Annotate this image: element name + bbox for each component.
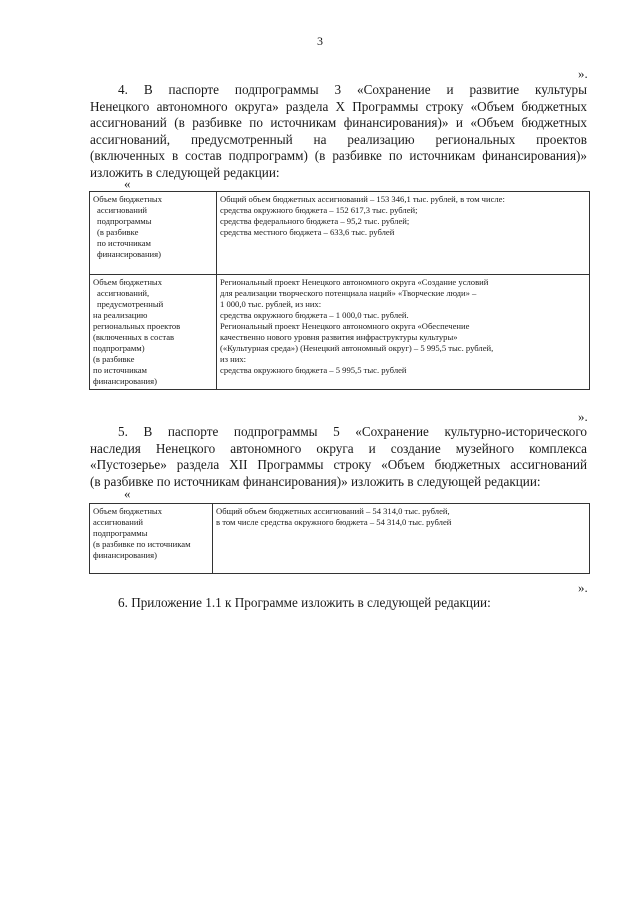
row-value-cell — [217, 275, 590, 390]
value-line: качественно нового уровня развития инфраструктуры культуры» — [220, 332, 458, 342]
label-line: предусмотренный — [97, 299, 164, 309]
value-line: средства окружного бюджета – 152 617,3 тыс. рублей; — [220, 205, 418, 215]
label-line: Объем бюджетных — [93, 277, 163, 287]
row-label-cell — [90, 504, 213, 574]
label-line: региональных проектов — [93, 321, 181, 331]
value-line: 1 000,0 тыс. рублей, из них: — [220, 299, 322, 309]
item-4-line: изложить в следующей редакции: — [90, 164, 280, 180]
opening-quote-2: « — [124, 486, 131, 501]
closing-quote-table-2: ». — [578, 580, 588, 595]
label-line: Объем бюджетных — [93, 506, 163, 516]
value-line: («Культурная среда») (Ненецкий автономный округ) – 5 995,5 тыс. рублей, — [220, 343, 494, 353]
label-line: финансирования) — [97, 249, 161, 259]
label-line: на реализацию — [93, 310, 148, 320]
value-line: из них: — [220, 354, 247, 364]
label-line: (включенных в состав — [93, 332, 175, 342]
item-4-line: 4. В паспорте подпрограммы 3 «Сохранение и развитие культуры — [118, 82, 587, 97]
label-line: финансирования) — [93, 550, 157, 560]
item-5-line: наследия Ненецкого автономного округа и создание музейного комплекса — [90, 440, 587, 456]
label-line: Объем бюджетных — [93, 194, 163, 204]
item-4-line: ассигнований, предусмотренный на реализацию региональных проектов — [90, 131, 587, 147]
item-5-line: «Пустозерье» раздела XII Программы строку «Объем бюджетных ассигнований — [90, 457, 587, 472]
row-value-cell — [217, 192, 590, 275]
item-4-line: Ненецкого автономного округа» раздела X Программы строку «Объем бюджетных — [90, 98, 587, 114]
value-line: средства окружного бюджета – 5 995,5 тыс. рублей — [220, 365, 407, 375]
budget-table-subprogram-3 — [89, 191, 590, 390]
value-line: Региональный проект Ненецкого автономного округа «Обеспечение — [220, 321, 470, 331]
item-6-paragraph: 6. Приложение 1.1 к Программе изложить в следующей редакции: — [118, 595, 491, 610]
item-4-paragraph — [90, 82, 587, 181]
value-line: Региональный проект Ненецкого автономного округа «Создание условий — [220, 277, 489, 287]
label-line: (в разбивке — [93, 354, 135, 364]
value-line: в том числе средства окружного бюджета – 54 314,0 тыс. рублей — [216, 517, 452, 527]
value-line: для реализации творческого потенциала наций» «Творческие люди» – — [220, 288, 477, 298]
table-row — [90, 275, 590, 390]
value-line: средства окружного бюджета – 1 000,0 тыс. рублей. — [220, 310, 409, 320]
table-row — [90, 504, 590, 574]
label-line: подпрограммы — [97, 216, 152, 226]
label-line: ассигнований, — [97, 288, 150, 298]
label-line: финансирования) — [93, 376, 157, 386]
row-label-cell — [90, 192, 217, 275]
row-label-cell — [90, 275, 217, 390]
label-line: ассигнований — [97, 205, 148, 215]
label-line: подпрограммы — [93, 528, 148, 538]
item-4-line: ассигнований (в разбивке по источникам финансирования)» и «Объем бюджетных — [90, 115, 587, 130]
label-line: (в разбивке по источникам — [93, 539, 191, 549]
label-line: по источникам — [93, 365, 147, 375]
value-line: средства местного бюджета – 633,6 тыс. рублей — [220, 227, 395, 237]
item-4-line: (включенных в состав подпрограмм) (в разбивке по источникам финансирования)» — [90, 148, 587, 163]
item-5-line: 5. В паспорте подпрограммы 5 «Сохранение культурно-исторического — [118, 424, 587, 439]
closing-quote-top: ». — [578, 66, 588, 81]
table-row — [90, 192, 590, 275]
label-line: по источникам — [97, 238, 151, 248]
label-line: подпрограмм) — [93, 343, 145, 353]
closing-quote-table-1: ». — [578, 409, 588, 424]
row-value-cell — [213, 504, 590, 574]
value-line: Общий объем бюджетных ассигнований – 153 346,1 тыс. рублей, в том числе: — [220, 194, 505, 204]
item-5-paragraph — [90, 424, 587, 490]
item-5-line: (в разбивке по источникам финансирования)» изложить в следующей редакции: — [90, 473, 541, 489]
budget-table-subprogram-5 — [89, 503, 590, 574]
page-number: 3 — [317, 34, 323, 48]
opening-quote-1: « — [124, 176, 131, 191]
label-line: (в разбивке — [97, 227, 139, 237]
value-line: средства федерального бюджета – 95,2 тыс. рублей; — [220, 216, 410, 226]
value-line: Общий объем бюджетных ассигнований – 54 314,0 тыс. рублей, — [216, 506, 450, 516]
label-line: ассигнований — [93, 517, 144, 527]
